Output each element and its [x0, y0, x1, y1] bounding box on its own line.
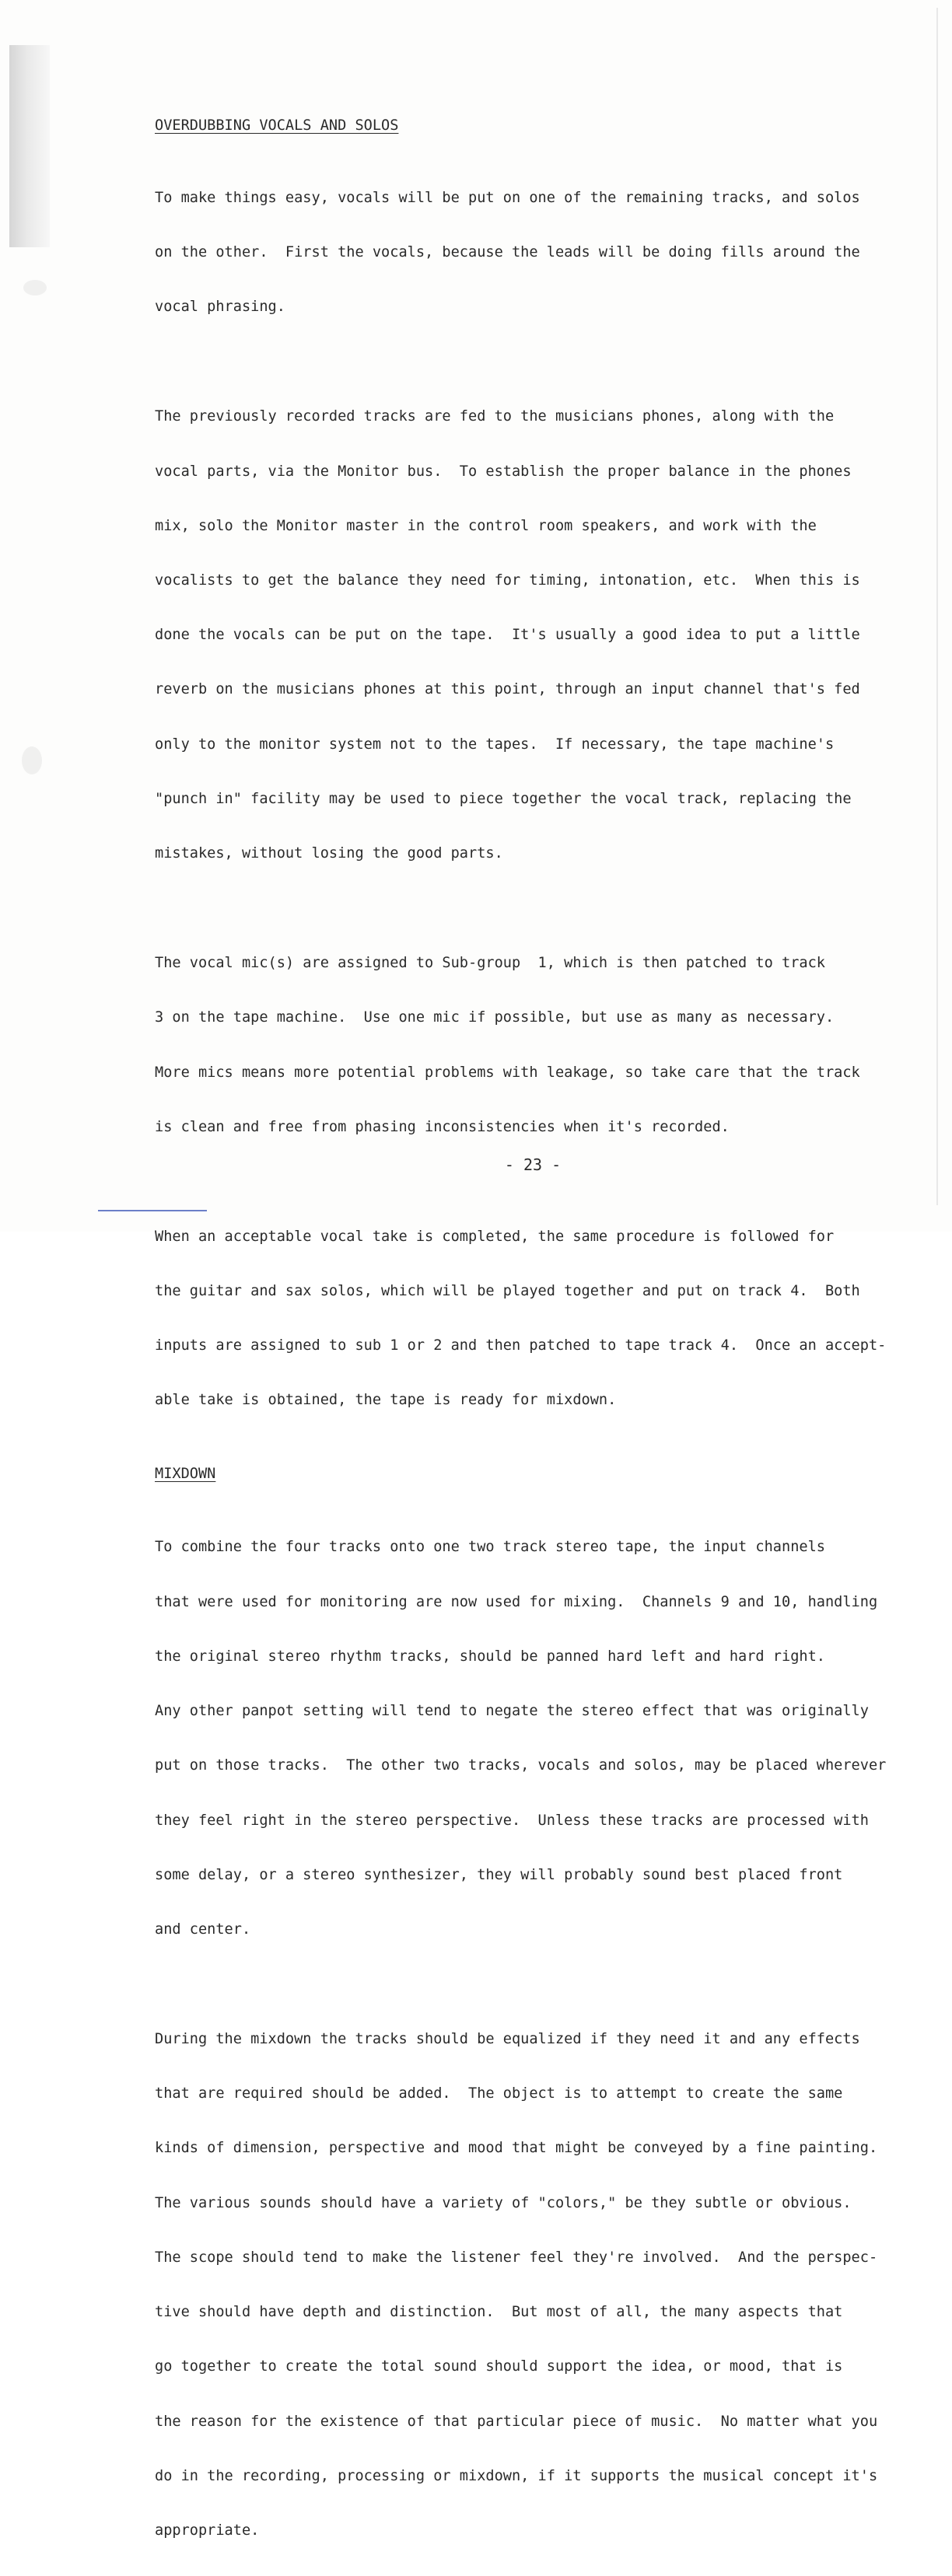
text-line: go together to create the total sound should support the idea, or mood, that is [155, 2358, 843, 2375]
scan-artifact-left-edge [9, 45, 50, 247]
text-line: The vocal mic(s) are assigned to Sub-group 1, which is then patched to track [155, 955, 825, 972]
scan-artifact-right-edge [936, 8, 938, 1205]
paragraph [155, 1502, 913, 1976]
paragraph [155, 152, 913, 352]
text-line: To make things easy, vocals will be put on one of the remaining tracks, and solos [155, 189, 860, 206]
text-line: More mics means more potential problems with leakage, so take care that the track [155, 1064, 860, 1081]
text-line: The scope should tend to make the listener feel they're involved. And the perspec- [155, 2249, 878, 2266]
text-line: reverb on the musicians phones at this point, through an input channel that's fed [155, 681, 860, 698]
paragraph [155, 918, 913, 1173]
text-line: During the mixdown the tracks should be equalized if they need it and any effects [155, 2031, 860, 2047]
text-line: inputs are assigned to sub 1 or 2 and then patched to tape track 4. Once an accept- [155, 1337, 887, 1354]
text-line: To combine the four tracks onto one two track stereo tape, the input channels [155, 1539, 825, 1556]
text-line: able take is obtained, the tape is ready for mixdown. [155, 1392, 617, 1409]
text-line: put on those tracks. The other two tracks, vocals and solos, may be placed wherever [155, 1757, 887, 1774]
text-line: vocal parts, via the Monitor bus. To establish the proper balance in the phones [155, 463, 852, 480]
text-line: only to the monitor system not to the tapes. If necessary, the tape machine's [155, 736, 835, 753]
text-line: tive should have depth and distinction. But most of all, the many aspects that [155, 2304, 843, 2321]
text-line: is clean and free from phasing inconsistencies when it's recorded. [155, 1118, 730, 1135]
text-line: kinds of dimension, perspective and mood that might be conveyed by a fine painting. [155, 2140, 878, 2157]
section-heading-overdubbing: OVERDUBBING VOCALS AND SOLOS [155, 117, 399, 134]
text-line: 3 on the tape machine. Use one mic if possible, but use as many as necessary. [155, 1009, 835, 1026]
text-line: the original stereo rhythm tracks, should be panned hard left and hard right. [155, 1648, 825, 1665]
paragraph [155, 371, 913, 899]
text-line: that were used for monitoring are now used for mixing. Channels 9 and 10, handling [155, 1593, 878, 1610]
text-line: on the other. First the vocals, because the leads will be doing fills around the [155, 244, 860, 261]
text-line: and center. [155, 1921, 251, 1938]
section-heading-mixdown: MIXDOWN [155, 1465, 216, 1482]
document-body [155, 117, 913, 2576]
text-line: that are required should be added. The object is to attempt to create the same [155, 2085, 843, 2102]
scan-smudge [23, 280, 47, 295]
text-line: done the vocals can be put on the tape. It's usually a good idea to put a little [155, 627, 860, 644]
text-line: vocal phrasing. [155, 299, 285, 316]
text-line: The various sounds should have a variety of "colors," be they subtle or obvious. [155, 2194, 852, 2211]
text-line: do in the recording, processing or mixdown, if it supports the musical concept it's [155, 2467, 878, 2484]
text-line: the reason for the existence of that particular piece of music. No matter what you [155, 2413, 878, 2430]
text-line: appropriate. [155, 2522, 260, 2539]
text-line: some delay, or a stereo synthesizer, they will probably sound best placed front [155, 1866, 843, 1883]
text-line: When an acceptable vocal take is completed, the same procedure is followed for [155, 1228, 835, 1245]
scan-smudge [22, 746, 42, 774]
text-line: the guitar and sax solos, which will be played together and put on track 4. Both [155, 1282, 860, 1299]
paragraph [155, 1994, 913, 2576]
text-line: Any other panpot setting will tend to negate the stereo effect that was originally [155, 1703, 869, 1720]
text-line: mistakes, without losing the good parts. [155, 845, 503, 862]
text-line: they feel right in the stereo perspective. Unless these tracks are processed with [155, 1812, 869, 1829]
text-line: The previously recorded tracks are fed to the musicians phones, along with the [155, 408, 835, 425]
text-line: vocalists to get the balance they need for timing, intonation, etc. When this is [155, 571, 860, 589]
text-line: "punch in" facility may be used to piece together the vocal track, replacing the [155, 790, 852, 807]
page-number: - 23 - [504, 1155, 562, 1174]
paragraph [155, 1191, 913, 1446]
text-line: mix, solo the Monitor master in the control room speakers, and work with the [155, 517, 817, 534]
